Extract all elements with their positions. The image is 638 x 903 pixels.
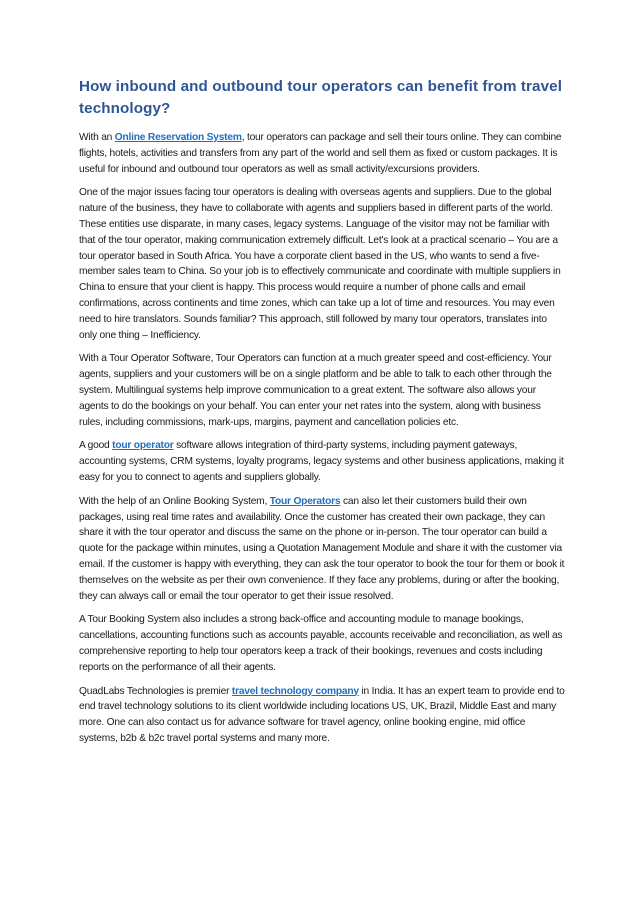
paragraph-online-booking (79, 494, 565, 605)
paragraph-text: software allows integration of third-party systems, including payment gateways, accounting systems, CRM systems, loyalty programs, legacy systems and other business applications, making it easy for you to connect to agents and suppliers globally. (79, 440, 564, 483)
article-title: How inbound and outbound tour operators can benefit from travel technology? (79, 78, 563, 117)
paragraph-text: With an (79, 132, 115, 143)
paragraph-text: in India. It has an expert team to provide end to end travel technology solutions to its client worldwide including locations US, UK, Brazil, Middle East and many more. One can also contact us for advance software for travel agency, online booking engine, mid office systems, b2b & b2c travel portal systems and many more. (79, 685, 565, 744)
paragraph-text: , tour operators can package and sell their tours online. They can combine flights, hotels, activities and transfers from any part of the world and sell them as fixed or custom packages. It is useful for inbound and outbound tour operators as well as small activity/excursions providers. (79, 132, 562, 175)
paragraph-text: QuadLabs Technologies is premier (79, 685, 232, 697)
tour-operators-link[interactable]: Tour Operators (269, 495, 341, 507)
paragraph-intro (79, 130, 565, 177)
travel-technology-company-link[interactable]: travel technology company (231, 685, 359, 697)
paragraph-software-benefits: With a Tour Operator Software, Tour Operators can function at a much greater speed and cost-efficiency. Your agents, suppliers and your customers will be on a single platform and be able to talk to each other through the system. Multilingual systems help improve communication to a great extent. The software also allows your agents to do the bookings on your behalf. You can enter your net rates into the system, along with business rules, including commissions, mark-ups, margins, payment and cancellation policies etc. (79, 353, 552, 428)
online-reservation-system-link[interactable]: Online Reservation System (114, 132, 242, 143)
document-page (79, 76, 565, 755)
paragraph-integration (79, 438, 565, 485)
paragraph-major-issues: One of the major issues facing tour operators is dealing with overseas agents and suppliers. Due to the global nature of the business, they have to collaborate with agents and suppliers based in different parts of the world. These entities use disparate, in many cases, legacy systems. Language of the visitor may not be familiar with that of the tour operator, making communication extremely difficult. Let's look at a practical scenario – You are a tour operator based in South Africa. You have a corporate client based in the US, who wants to send a five-member sales team to China. So your job is to effectively communicate and coordinate with multiple suppliers in China to ensure that your client is happy. This process would require a number of phone calls and email confirmations, across continents and time zones, which can take up a lot of time and resources. You may even need to hire translators. Sounds familiar? This approach, still followed by many tour operators, translates into only one thing – Inefficiency. (79, 187, 561, 341)
tour-operator-link[interactable]: tour operator (112, 440, 174, 452)
paragraph-quadlabs (79, 684, 565, 747)
paragraph-text: can also let their customers build their own packages, using real time rates and availability. Once the customer has created their own package, they can share it with the tour operator and discuss the same on the phone or in-person. The tour operator can build a quote for the package within minutes, using a Quotation Management Module and share it with the customer via email. If the customer is happy with everything, they can ask the tour operator to book the tour for them or book it themselves on the website as per their own convenience. If they face any problems, during or after the booking, they can always call or email the tour operator to get their issue resolved. (79, 495, 565, 602)
paragraph-text: With the help of an Online Booking System, (79, 495, 270, 507)
paragraph-back-office: A Tour Booking System also includes a strong back-office and accounting module to manage bookings, cancellations, accounting functions such as accounts payable, accounts receivable and reconciliation, as well as comprehensive reporting to help tour operators keep a track of their bookings, revenues and costs including reports on the performance of all their agents. (79, 614, 563, 673)
paragraph-text: A good (79, 440, 113, 452)
